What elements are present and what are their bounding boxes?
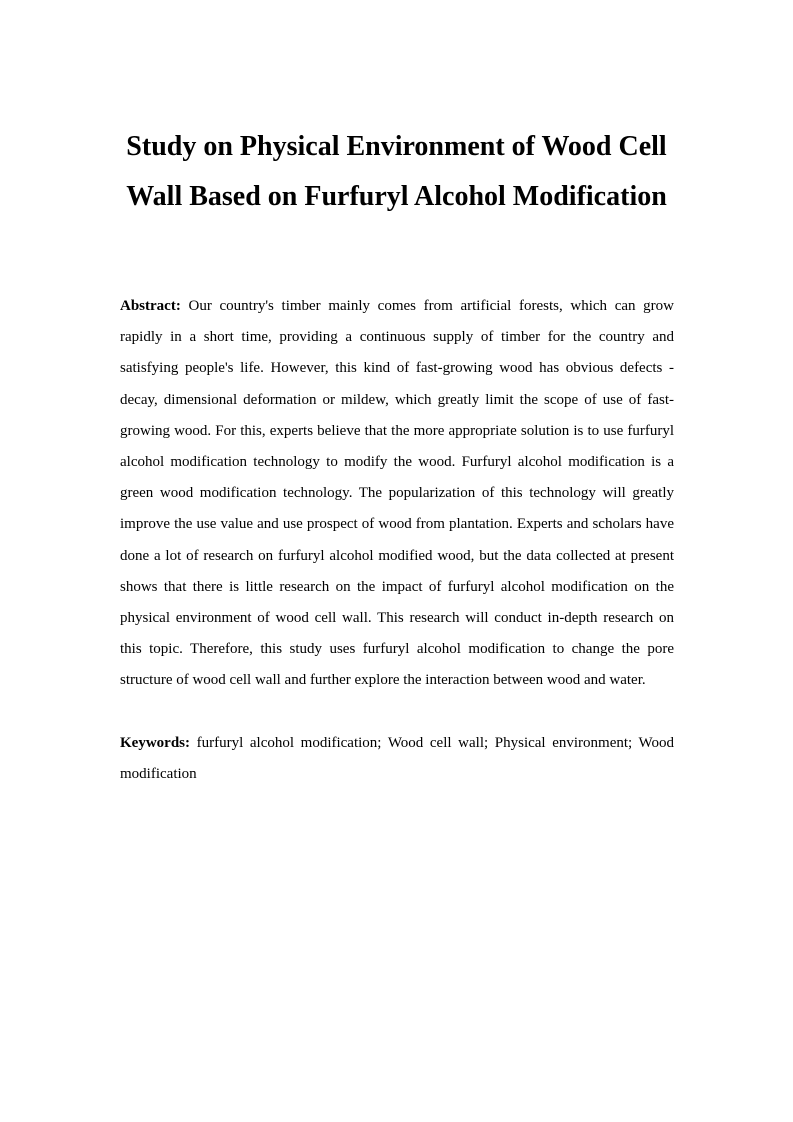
keywords-paragraph <box>120 728 674 790</box>
abstract-paragraph <box>120 291 674 697</box>
keywords-text: furfuryl alcohol modification; Wood cell wall; Physical environment; Wood modification <box>120 735 674 783</box>
keywords-label: Keywords: <box>120 735 190 751</box>
paper-title: Study on Physical Environment of Wood Cell Wall Based on Furfuryl Alcohol Modification <box>126 131 667 212</box>
abstract-text: Our country's timber mainly comes from artificial forests, which can grow rapidly in a short time, providing a continuous supply of timber for the country and satisfying people's life. However, this kind of fast-growing wood has obvious defects - decay, dimensional deformation or mildew, which greatly limit the scope of use of fast-growing wood. For this, experts believe that the more appropriate solution is to use furfuryl alcohol modification technology to modify the wood. Furfuryl alcohol modification is a green wood modification technology. The popularization of this technology will greatly improve the use value and use prospect of wood from plantation. Experts and scholars have done a lot of research on furfuryl alcohol modified wood, but the data collected at present shows that there is little research on the impact of furfuryl alcohol modification on the physical environment of wood cell wall. This research will conduct in-depth research on this topic. Therefore, this study uses furfuryl alcohol modification to change the pore structure of wood cell wall and further explore the interaction between wood and water. <box>120 298 674 689</box>
abstract-label: Abstract: <box>120 298 181 314</box>
